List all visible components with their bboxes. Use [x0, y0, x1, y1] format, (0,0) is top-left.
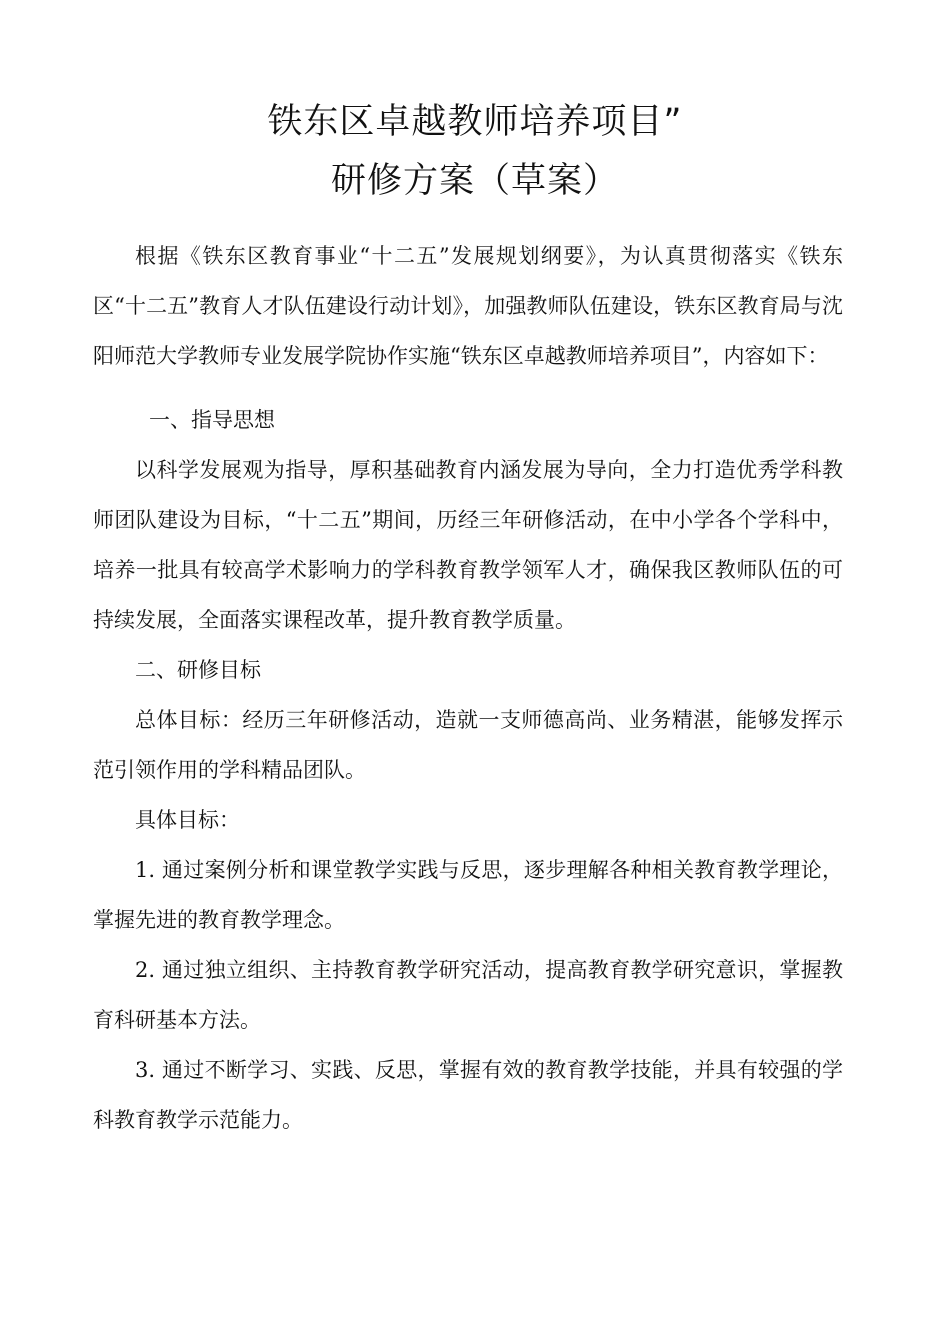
goal-item-2: 2. 通过独立组织、主持教育教学研究活动，提高教育教学研究意识，掌握教育科研基本方法。 [93, 958, 843, 1032]
section-heading-guiding-thought: 一、指导思想 [149, 408, 275, 432]
overall-goal-paragraph: 总体目标：经历三年研修活动，造就一支师德高尚、业务精湛，能够发挥示范引领作用的学科精品团队。 [93, 708, 843, 782]
specific-goals-label: 具体目标： [135, 808, 240, 832]
section-guiding-thought-body: 以科学发展观为指导，厚积基础教育内涵发展为导向，全力打造优秀学科教师团队建设为目标，“十二五”期间，历经三年研修活动，在中小学各个学科中，培养一批具有较高学术影响力的学科教育教学领军人才，确保我区教师队伍的可持续发展，全面落实课程改革，提升教育教学质量。 [93, 458, 843, 632]
goal-item-3: 3. 通过不断学习、实践、反思，掌握有效的教育教学技能，并具有较强的学科教育教学示范能力。 [93, 1058, 843, 1132]
document-title-line1: 铁东区卓越教师培养项目” [267, 102, 683, 142]
section-heading-training-goals: 二、研修目标 [135, 658, 261, 682]
intro-paragraph: 根据《铁东区教育事业“十二五”发展规划纲要》，为认真贯彻落实《铁东区“十二五”教育人才队伍建设行动计划》，加强教师队伍建设，铁东区教育局与沈阳师范大学教师专业发展学院协作实施“铁东区卓越教师培养项目”，内容如下： [93, 244, 843, 368]
document-body [93, 231, 843, 1145]
document-title-line2: 研修方案（草案） [330, 161, 619, 201]
goal-item-1: 1. 通过案例分析和课堂教学实践与反思，逐步理解各种相关教育教学理论，掌握先进的教育教学理念。 [93, 858, 843, 932]
